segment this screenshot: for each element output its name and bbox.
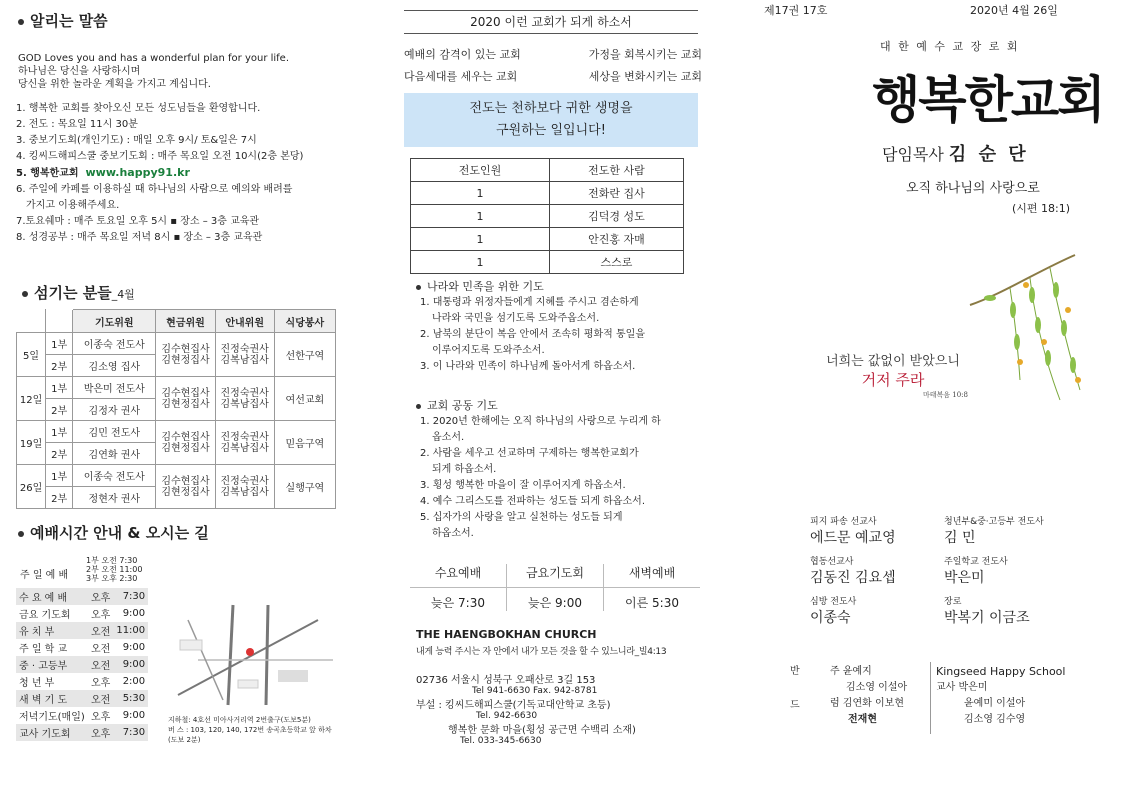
church-info	[416, 628, 716, 746]
notices-section	[18, 10, 378, 31]
map-graphic	[168, 600, 340, 712]
denomination: 대 한 예 수 교 장 로 회	[880, 40, 1020, 53]
service-item: 새벽예배 이른 5:30	[604, 564, 700, 611]
school-list: Kingseed Happy School 교사 박은미 윤예미 이설아 김소영 김수영	[936, 665, 1066, 725]
week-date: 26일	[17, 465, 46, 509]
bible-verse: 내게 능력 주시는 자 안에서 내가 모든 것을 할 수 있느니라_빌4:13	[416, 647, 667, 657]
notices-list	[16, 101, 386, 246]
village: 행복한 문화 마을(횡성 공근면 수백리 소재)	[448, 725, 636, 736]
bullet-icon	[18, 531, 24, 537]
notice-item: 6. 주일에 카페를 이용하실 때 하나님의 사람으로 예의와 배려를	[16, 184, 293, 195]
week-date: 12일	[17, 377, 46, 421]
staff-list: 피지 파송 선교사 에드문 예교영 청년부&중·고등부 전도사 김 민 협동선교사 김동진 김요셉 주일학교 전도사 박은미 심방 전도사 이종숙 장로 박복기 이금조	[810, 517, 1044, 626]
greeting-line: 당신을 위한 놀라운 계획을 가지고 계십니다.	[18, 79, 211, 90]
divider	[930, 662, 931, 734]
church-prayer-title: 교회 공동 기도	[416, 397, 498, 413]
band-list: 반 드 주 윤예지 김소영 이설아 럼 김연화 이보현 전재현	[790, 666, 908, 725]
notice-item: 7.토요쉐마 : 매주 토요일 오후 5시 ▪ 장소 – 3층 교육관	[16, 216, 260, 227]
servers-table: 기도위원 현금위원 안내위원 식당봉사 5일 1부 이종숙 전도사 김수현집사 김현정집사 진정숙권사 김복남집사 선한구역 2부 김소영 집사 12일 1부 박은미 전도사 김수현집사 김현정집사 진정숙권사 김복남집사 여선교회 2부 김정자 권사 19일 1부 김민 전도사 김수현집사 김현정집사 진정숙권사 김복남집사 믿음구역 2부 김연화 권사 26일 1부 이종숙 전도사 김수현집사 김현정집사 진정숙권사 김복남집사 실행구역 2부 정현자 권사	[16, 309, 336, 509]
location-map[interactable]	[168, 600, 340, 744]
address: 02736 서울시 성북구 오패산로 3길 153	[416, 675, 596, 686]
nation-prayer-title: 나라와 민족을 위한 기도	[416, 278, 544, 294]
notices-title: 알리는 말씀	[30, 12, 108, 30]
motto: 오직 하나님의 사랑으로	[906, 181, 1040, 196]
notice-item: 3. 중보기도회(개인기도) : 매일 오후 9시/ 토&일은 7시	[16, 135, 257, 146]
map-caption: 지하철: 4호선 미아사거리역 2번출구(도보5분)	[168, 716, 311, 724]
volume: 제17권 17호	[764, 4, 828, 17]
evangelism-banner: 전도는 천하보다 귀한 생명을 구원하는 일입니다!	[404, 93, 698, 147]
evangelism-table: 전도인원 전도한 사람 1 전화란 집사 1 김덕경 성도 1 안진홍 자매 1 스스로	[410, 158, 684, 274]
services-summary	[410, 564, 700, 611]
prayer-leader: 김소영 집사	[73, 355, 156, 377]
bullet-icon	[416, 404, 421, 409]
servers-title: 섬기는 분들_4월	[22, 282, 135, 303]
willow-branch-illustration	[960, 250, 1090, 405]
notice-item: 1. 행복한 교회를 찾아오신 모든 성도님들을 환영합니다.	[16, 103, 261, 114]
bullet-icon	[22, 291, 28, 297]
prayer-leader: 박은미 전도사	[73, 377, 156, 399]
worship-table: 수 요 예 배 오후 7:30 금요 기도회 오후 9:00 유 치 부 오전 11:00 주 일 학 교 오전 9:00 중 · 고등부 오전 9:00 청 년 부 오후 2:00 새 벽 기 도 오전 5:30 저녁기도(매일) 오후 9:00 교사 기도회 오후 7:30	[16, 588, 148, 741]
calligraphy: 너희는 값없이 받았으니 거저 주라 마태복음 10:8	[826, 354, 968, 399]
service-item: 금요기도회 늦은 9:00	[507, 564, 604, 611]
church-marker-icon	[246, 648, 254, 656]
week-date: 5일	[17, 333, 46, 377]
prayer-leader: 이종숙 전도사	[73, 333, 156, 355]
week-date: 19일	[17, 421, 46, 465]
map-caption: 버 스 : 103, 120, 140, 172번 송곡초등학교 앞 하차(도보 2분)	[168, 726, 332, 744]
notice-item: 2. 전도 : 목요일 11시 30분	[16, 119, 138, 130]
service-item: 수요예배 늦은 7:30	[410, 564, 507, 611]
worship-schedule	[16, 556, 156, 741]
prayer-leader: 김연화 권사	[73, 443, 156, 465]
phone: Tel 941-6630 Fax. 942-8781	[472, 686, 598, 696]
prayer-leader: 이종숙 전도사	[73, 465, 156, 487]
col-header: 안내위원	[215, 310, 274, 333]
issue-date: 2020년 4월 26일	[970, 4, 1058, 17]
phone: Tel. 033-345-6630	[460, 736, 542, 746]
bullet-icon	[416, 285, 421, 290]
prayer-leader: 김정자 권사	[73, 399, 156, 421]
sunday-row: 주 일 예 배 1부 오전 7:30 2부 오전 11:00 3부 오후 2:30	[20, 556, 143, 583]
prayer-leader: 김민 전도사	[73, 421, 156, 443]
notice-item: 4. 킹씨드해피스쿨 중보기도회 : 매주 목요일 오전 10시(2층 본당)	[16, 151, 304, 162]
nation-prayer-list: 1. 대통령과 위정자들에게 지혜를 주시고 겸손하게 나라와 국민을 섬기도록 도와주옵소서. 2. 남북의 분단이 복음 안에서 조속히 평화적 통일을 이루어지도록 도와주소서. 3. 이 나라와 민족이 하나님께 돌아서게 하옵소서.	[420, 297, 645, 372]
pastor: 담임목사 김 순 단	[882, 144, 1029, 165]
notice-item: 8. 성경공부 : 매주 목요일 저녁 8시 ▪ 장소 – 3층 교육관	[16, 232, 263, 243]
church-english-name: THE HAENGBOKHAN CHURCH	[416, 628, 597, 641]
church-logo-name: 행복한교회	[872, 71, 1104, 129]
vision-list: 예배의 감격이 있는 교회 가정을 회복시키는 교회 다음세대를 세우는 교회 세상을 변화시키는 교회	[404, 48, 702, 83]
col-header: 식당봉사	[274, 310, 335, 333]
notice-item: 가지고 이용해주세요.	[26, 200, 120, 211]
notice-item: 5. 행복한교회 www.happy91.kr	[16, 166, 190, 179]
prayer-leader: 정현자 권사	[73, 487, 156, 509]
notices-greeting	[18, 52, 378, 91]
church-prayer-list: 1. 2020년 한해에는 오직 하나님의 사랑으로 누리게 하 옵소서. 2. 사람을 세우고 선교하며 구제하는 행복한교회가 되게 하옵소서. 3. 횡성 행복한 마을이 잘 이루어지게 하옵소서. 4. 예수 그리스도를 전파하는 성도들 되게 하옵소서. 5. 십자가의 사랑을 알고 실천하는 성도들 되게 하옵소서.	[420, 416, 661, 539]
bullet-icon	[18, 19, 24, 25]
col-header: 현금위원	[156, 310, 215, 333]
website-link[interactable]: www.happy91.kr	[85, 166, 190, 179]
worship-title: 예배시간 안내 & 오시는 길	[18, 522, 209, 543]
greeting-line: GOD Loves you and has a wonderful plan for your life.	[18, 53, 290, 64]
phone: Tel. 942-6630	[476, 711, 538, 721]
greeting-line: 하나님은 당신을 사랑하시며	[18, 66, 141, 77]
motto-ref: (시편 18:1)	[1012, 202, 1071, 215]
affiliate: 부설 : 킹씨드해피스쿨(기독교대안학교 초등)	[416, 700, 611, 711]
col-header: 기도위원	[73, 310, 156, 333]
vision-title: 2020 이런 교회가 되게 하소서	[404, 10, 698, 34]
